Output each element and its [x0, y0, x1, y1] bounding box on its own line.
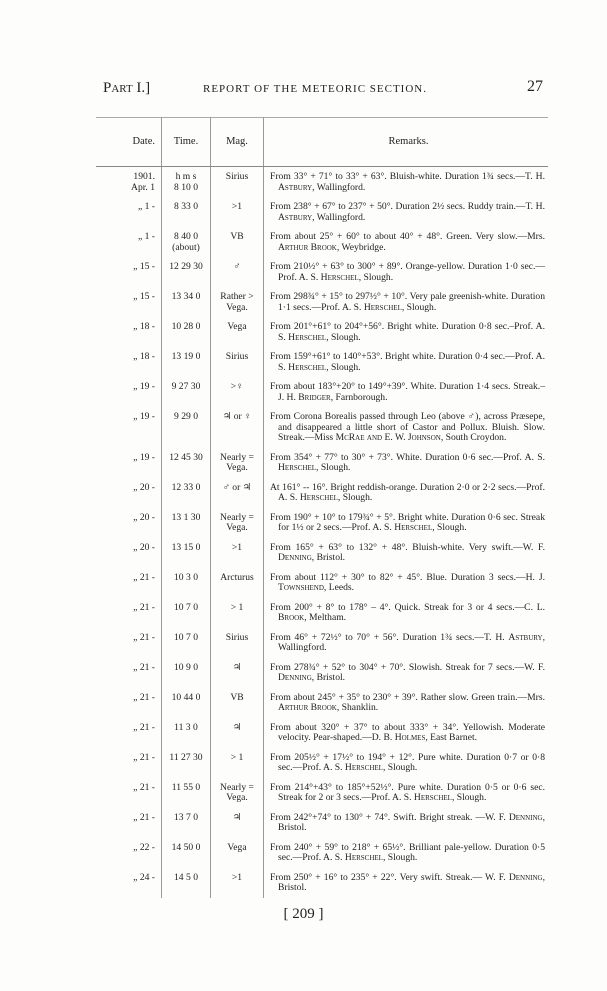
- date-cell: [96, 628, 162, 658]
- remark-text: At 161° -- 16°. Bright reddish-orange. Duration 2·0 or 2·2 secs.—Prof. A. S.: [270, 481, 545, 503]
- remarks-cell: [264, 778, 549, 808]
- time: 8 33 0: [174, 201, 198, 212]
- time-cell: [162, 407, 211, 448]
- observer-name: Herschel: [394, 522, 433, 533]
- observer-name: Bridger: [298, 391, 331, 403]
- time: 10 3 0: [174, 571, 198, 583]
- time-cell: [162, 377, 211, 407]
- date-cell: [96, 568, 162, 598]
- magnitude: ♃: [211, 658, 264, 688]
- remark-text: From 278¾° + 52° to 304° + 70°. Slowish. Streak for 7 secs.—W. F.: [270, 661, 545, 673]
- magnitude: ♂: [211, 257, 264, 287]
- magnitude: Sirius: [211, 167, 264, 198]
- magnitude: ♂ or ♃: [211, 478, 264, 508]
- observer-place: , Bristol.: [311, 552, 346, 563]
- observer-place: , Slough.: [326, 331, 361, 343]
- magnitude: Nearly = Vega.: [211, 778, 264, 808]
- time-cell: [162, 317, 211, 347]
- table-row: [96, 658, 548, 688]
- table-row: [96, 347, 548, 377]
- time: 11 55 0: [171, 781, 201, 793]
- time: 14 5 0: [174, 871, 198, 883]
- magnitude: Sirius: [211, 628, 264, 658]
- table-row: [96, 448, 548, 478]
- table-row: [96, 257, 548, 287]
- remarks-cell: [264, 748, 549, 778]
- observer-name: Herschel: [278, 462, 317, 473]
- remarks-cell: [264, 347, 549, 377]
- date: „ 21 -: [133, 691, 155, 703]
- date: „ 18 -: [133, 351, 155, 362]
- time-cell: [162, 197, 211, 227]
- date-cell: [96, 197, 162, 227]
- table-row: [96, 407, 548, 448]
- time-cell: [162, 257, 211, 287]
- remark-text: From 200° + 8° to 178° – 4°. Quick. Streak for 3 or 4 secs.—C. L.: [270, 601, 545, 613]
- observer-name: Arthur Brook: [278, 702, 337, 713]
- remarks-cell: [264, 448, 549, 478]
- remark-text: From 240° + 59° to 218° + 65½°. Brilliant pale-yellow. Duration 0·5 sec.—Prof. A. S.: [270, 841, 545, 863]
- remark-text: From about 112° + 30° to 82° + 45°. Blue. Duration 3 secs.—H. J.: [270, 571, 545, 583]
- date-cell: [96, 478, 162, 508]
- observer-name: Denning: [278, 672, 312, 683]
- remarks-cell: [264, 628, 549, 658]
- date: „ 18 -: [133, 321, 155, 332]
- remarks-cell: [264, 718, 549, 748]
- magnitude: Nearly = Vega.: [211, 508, 264, 538]
- magnitude: ♃: [211, 808, 264, 838]
- date-cell: [96, 377, 162, 407]
- remark-text: From 46° + 72½° to 70° + 56°. Duration 1¾ secs.—T. H.: [270, 631, 509, 643]
- part-label: Part I.]: [103, 80, 151, 96]
- date: „ 15 -: [133, 291, 155, 302]
- remarks-cell: [264, 808, 549, 838]
- time: 10 7 0: [174, 631, 198, 643]
- observer-place: , Slough.: [401, 301, 437, 313]
- observer-place: , Slough.: [432, 522, 467, 533]
- observer-place: , Slough.: [382, 762, 418, 773]
- page-number: 27: [527, 78, 543, 95]
- date: „ 21 -: [133, 601, 155, 613]
- table-row: [96, 227, 548, 257]
- time: 10 44 0: [171, 691, 201, 703]
- remarks-cell: [264, 838, 549, 868]
- magnitude: Nearly = Vega.: [211, 448, 264, 478]
- remark-text: From 190° + 10° to 179¾° + 5°. Bright white. Duration 0·6 sec. Streak for 1½ or 2 secs.—Prof. A. S.: [270, 511, 545, 533]
- magnitude: >1: [211, 868, 264, 898]
- date-cell: [96, 538, 162, 568]
- remark-text: From about 320° + 37° to about 333° + 34°. Yellowish. Moderate velocity. Pear-shaped.—D. B.: [270, 721, 545, 743]
- observer-place: , Slough.: [358, 271, 394, 283]
- date-cell: [96, 287, 162, 317]
- time-cell: [162, 748, 211, 778]
- magnitude: Rather > Vega.: [211, 287, 264, 317]
- time-cell: [162, 628, 211, 658]
- magnitude: Vega: [211, 317, 264, 347]
- remarks-cell: [264, 688, 549, 718]
- table-row: [96, 317, 548, 347]
- folio: [ 209 ]: [283, 905, 324, 922]
- time-cell: [162, 868, 211, 898]
- remark-text: From 205½° + 17½° to 194° + 12°. Pure white. Duration 0·7 or 0·8 sec.—Prof. A. S.: [270, 751, 545, 773]
- time-cell: [162, 287, 211, 317]
- time-cell: [162, 167, 211, 198]
- date: „ 21 -: [133, 751, 155, 763]
- observer-name: Herschel: [320, 271, 359, 283]
- date: „ 21 -: [133, 571, 155, 583]
- date-cell: [96, 448, 162, 478]
- remarks-cell: [264, 478, 549, 508]
- observer-name: Herschel: [344, 762, 383, 773]
- observer-name: Herschel: [344, 852, 383, 863]
- time-cell: [162, 478, 211, 508]
- magnitude: Sirius: [211, 347, 264, 377]
- remark-text: From 354° + 77° to 30° + 73°. White. Duration 0·6 sec.—Prof. A. S.: [270, 451, 545, 463]
- magnitude: VB: [211, 688, 264, 718]
- remarks-cell: [264, 257, 549, 287]
- remark-text: From 33° + 71° to 33° + 63°. Bluish-white. Duration 1¾ secs.—T. H.: [270, 171, 545, 182]
- table-row: [96, 197, 548, 227]
- time: 9 29 0: [174, 411, 198, 422]
- remark-text: From 214°+43° to 185°+52½°. Pure white. Duration 0·5 or 0·6 sec. Streak for 2 or 3 secs.—Prof. A. S.: [270, 781, 545, 803]
- time: 11 27 30: [169, 751, 203, 763]
- observer-name: Herschel: [288, 361, 327, 373]
- time-cell: [162, 448, 211, 478]
- observer-place: , Slough.: [316, 462, 351, 473]
- date: „ 1 -: [137, 201, 155, 212]
- time: 10 7 0: [174, 601, 198, 613]
- remark-text: From about 183°+20° to 149°+39°. White. Duration 1·4 secs. Streak.–J. H.: [270, 381, 545, 403]
- date: „ 21 -: [133, 631, 155, 643]
- year: 1901.: [133, 171, 155, 182]
- observer-name: Denning: [508, 811, 543, 823]
- observer-place: , East Barnet.: [425, 732, 478, 743]
- time-cell: [162, 598, 211, 628]
- remarks-cell: [264, 167, 549, 198]
- observer-name: Denning: [508, 871, 543, 883]
- date: „ 15 -: [133, 261, 155, 272]
- time: 13 15 0: [171, 541, 201, 553]
- date-cell: [96, 688, 162, 718]
- time-cell: [162, 778, 211, 808]
- date: Apr. 1: [131, 181, 155, 193]
- date-cell: [96, 658, 162, 688]
- observer-place: , Meltham.: [304, 612, 347, 623]
- table-row: [96, 688, 548, 718]
- observer-place: , Wallingford.: [312, 181, 366, 193]
- observer-name: Herschel: [288, 331, 327, 343]
- date: „ 24 -: [133, 871, 155, 883]
- date: „ 20 -: [133, 541, 155, 553]
- date-cell: [96, 167, 162, 198]
- remark-text: From 298¾° + 15° to 297½° + 10°. Very pale greenish-white. Duration 1·1 secs.—Prof. A. S.: [270, 291, 545, 313]
- date: „ 21 -: [133, 661, 155, 673]
- remark-text: From 238° + 67° to 237° + 50°. Duration 2½ secs. Ruddy train.—T. H.: [270, 201, 545, 212]
- time-cell: [162, 568, 211, 598]
- time-cell: [162, 538, 211, 568]
- observer-name: Denning: [278, 552, 312, 563]
- remark-text: From Corona Borealis passed through Leo (above ♂), across Præsepe, and disappeared a little short of Castor and Pollux. Bluish. Slow. Streak.—Miss: [270, 411, 545, 443]
- remarks-cell: [264, 538, 549, 568]
- observer-name: Herschel: [413, 792, 452, 803]
- magnitude: > 1: [211, 748, 264, 778]
- observer-place: , Bristol.: [278, 811, 545, 833]
- observer-name: Astbury: [508, 631, 543, 643]
- observer-place: , Farnborough.: [330, 391, 388, 403]
- date: „ 21 -: [133, 781, 155, 793]
- date-cell: [96, 227, 162, 257]
- col-mag: Mag.: [211, 118, 264, 167]
- observer-place: , Bristol.: [311, 672, 346, 683]
- observer-name: Townshend: [278, 582, 324, 593]
- magnitude: ♃: [211, 718, 264, 748]
- time: 12 45 30: [169, 451, 203, 463]
- time: 12 33 0: [171, 481, 201, 493]
- table-row: [96, 838, 548, 868]
- time-cell: [162, 688, 211, 718]
- magnitude: VB: [211, 227, 264, 257]
- remarks-cell: [264, 868, 549, 898]
- time: 12 29 30: [169, 261, 203, 272]
- table-row: [96, 808, 548, 838]
- table-row: [96, 628, 548, 658]
- time-cell: [162, 227, 211, 257]
- observer-place: , Leeds.: [323, 582, 355, 593]
- magnitude: >1: [211, 538, 264, 568]
- table-row: [96, 508, 548, 538]
- time-cell: [162, 508, 211, 538]
- observer-place: , Wallingford.: [312, 211, 366, 223]
- remarks-cell: [264, 658, 549, 688]
- observer-place: , Shanklin.: [336, 702, 379, 713]
- table-row: [96, 478, 548, 508]
- observer-name: McRae and E. W. Johnson: [335, 432, 441, 443]
- magnitude: > 1: [211, 598, 264, 628]
- remarks-cell: [264, 568, 549, 598]
- remarks-cell: [264, 377, 549, 407]
- date: „ 19 -: [133, 451, 155, 463]
- time: 10 28 0: [171, 321, 201, 332]
- time: 9 27 30: [171, 381, 201, 392]
- time-cell: [162, 808, 211, 838]
- time: 13 19 0: [171, 351, 201, 362]
- time: 13 1 30: [171, 511, 201, 523]
- observer-place: , Slough.: [326, 361, 361, 373]
- remarks-cell: [264, 197, 549, 227]
- time: 11 3 0: [174, 721, 198, 733]
- col-time: Time.: [162, 118, 211, 167]
- observer-name: Herschel: [299, 492, 338, 503]
- table-row: [96, 718, 548, 748]
- remarks-cell: [264, 598, 549, 628]
- date-cell: [96, 598, 162, 628]
- time: 10 9 0: [174, 661, 198, 673]
- table-header: [96, 118, 548, 167]
- observer-name: Herschel: [363, 301, 402, 313]
- table-row: [96, 748, 548, 778]
- observer-name: Holmes: [394, 732, 426, 743]
- magnitude: >♀: [211, 377, 264, 407]
- date-cell: [96, 838, 162, 868]
- date-cell: [96, 317, 162, 347]
- table-row: [96, 167, 548, 198]
- observer-place: , Weybridge.: [336, 241, 386, 253]
- table-row: [96, 568, 548, 598]
- date-cell: [96, 407, 162, 448]
- time: 8 10 0: [174, 181, 198, 193]
- remark-text: From 201°+61° to 204°+56°. Bright white. Duration 0·8 sec.–Prof. A. S.: [270, 321, 545, 343]
- observer-name: Astbury: [278, 211, 313, 223]
- date: „ 19 -: [133, 381, 155, 392]
- date: „ 21 -: [133, 721, 155, 733]
- meteor-table: [96, 117, 548, 898]
- col-date: Date.: [96, 118, 162, 167]
- table-row: [96, 377, 548, 407]
- remarks-cell: [264, 508, 549, 538]
- magnitude: Vega: [211, 838, 264, 868]
- observer-name: Astbury: [278, 181, 313, 193]
- remark-text: From 210½° + 63° to 300° + 89°. Orange-yellow. Duration 1·0 sec.—Prof. A. S.: [270, 261, 545, 283]
- date: „ 20 -: [133, 481, 155, 493]
- observer-place: , Wallingford.: [278, 631, 545, 653]
- observer-place: , Bristol.: [278, 871, 545, 893]
- date: „ 1 -: [137, 231, 155, 242]
- time-cell: [162, 718, 211, 748]
- time-cell: [162, 347, 211, 377]
- magnitude: Arcturus: [211, 568, 264, 598]
- date-cell: [96, 718, 162, 748]
- time: 13 7 0: [174, 811, 198, 823]
- observer-place: , Slough.: [451, 792, 487, 803]
- date: „ 22 -: [133, 841, 155, 853]
- magnitude: >1: [211, 197, 264, 227]
- date-cell: [96, 808, 162, 838]
- time-cell: [162, 658, 211, 688]
- table-row: [96, 598, 548, 628]
- remark-text: From 159°+61° to 140°+53°. Bright white. Duration 0·4 sec.—Prof. A. S.: [270, 351, 545, 373]
- observer-place: , South Croydon.: [440, 432, 507, 443]
- col-remarks: Remarks.: [264, 118, 549, 167]
- date: „ 19 -: [133, 411, 155, 422]
- remarks-cell: [264, 317, 549, 347]
- running-header: [103, 0, 543, 117]
- table-row: [96, 778, 548, 808]
- observer-place: , Slough.: [382, 852, 418, 863]
- remarks-cell: [264, 287, 549, 317]
- time-cell: [162, 838, 211, 868]
- date-cell: [96, 508, 162, 538]
- magnitude: ♃ or ♀: [211, 407, 264, 448]
- remarks-cell: [264, 227, 549, 257]
- observer-place: , Slough.: [337, 492, 373, 503]
- remarks-cell: [264, 407, 549, 448]
- date-cell: [96, 347, 162, 377]
- date: „ 21 -: [133, 811, 155, 823]
- time: 13 34 0: [171, 291, 201, 302]
- remark-text: From 165° + 63° to 132° + 48°. Bluish-white. Very swift.—W. F.: [270, 541, 545, 553]
- remark-text: From 242°+74° to 130° + 74°. Swift. Bright streak. —W. F.: [270, 811, 509, 823]
- observer-name: Brook: [278, 612, 305, 623]
- section-title: REPORT OF THE METEORIC SECTION.: [203, 83, 427, 95]
- date-cell: [96, 748, 162, 778]
- remark-text: From 250° + 16° to 235° + 22°. Very swift. Streak.— W. F.: [270, 871, 509, 883]
- time: 8 40 0 (about): [172, 231, 200, 253]
- date-cell: [96, 868, 162, 898]
- date-cell: [96, 778, 162, 808]
- table-row: [96, 868, 548, 898]
- observer-name: Arthur Brook: [278, 241, 337, 253]
- date-cell: [96, 257, 162, 287]
- table-row: [96, 538, 548, 568]
- time-units: h m s: [175, 171, 197, 182]
- remark-text: From about 25° + 60° to about 40° + 48°. Green. Very slow.—Mrs.: [270, 231, 545, 242]
- table-row: [96, 287, 548, 317]
- time: 14 50 0: [171, 841, 201, 853]
- date: „ 20 -: [133, 511, 155, 523]
- remark-text: From about 245° + 35° to 230° + 39°. Rather slow. Green train.—Mrs.: [270, 691, 545, 703]
